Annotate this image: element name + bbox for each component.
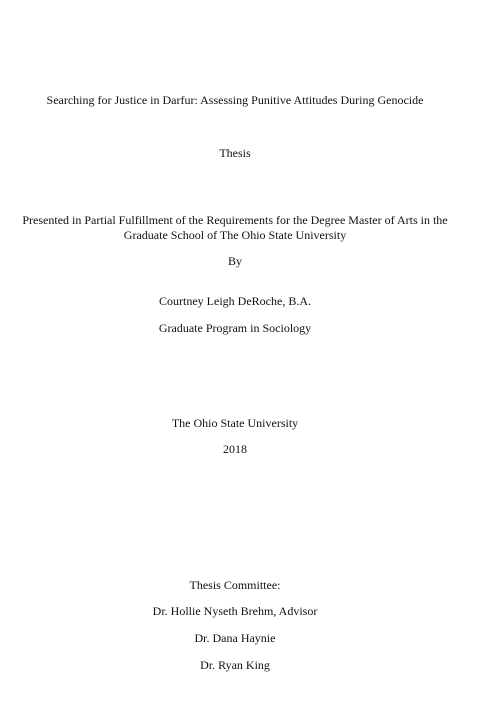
thesis-title: Searching for Justice in Darfur: Assessing Punitive Attitudes During Genocide [46, 93, 424, 107]
author-name: Courtney Leigh DeRoche, B.A. [159, 294, 311, 308]
year: 2018 [223, 442, 247, 456]
degree-statement: Presented in Partial Fulfillment of the Requirements for the Degree Master of Arts in the Graduate School of The Ohio State University [22, 213, 448, 242]
committee-member: Dr. Dana Haynie [194, 631, 276, 645]
document-type: Thesis [219, 146, 251, 160]
university-name: The Ohio State University [171, 416, 299, 430]
committee-member-advisor: Dr. Hollie Nyseth Brehm, Advisor [152, 604, 318, 618]
by-label: By [227, 254, 242, 268]
graduate-program: Graduate Program in Sociology [158, 321, 312, 335]
committee-heading: Thesis Committee: [189, 578, 281, 592]
committee-member: Dr. Ryan King [200, 658, 270, 672]
